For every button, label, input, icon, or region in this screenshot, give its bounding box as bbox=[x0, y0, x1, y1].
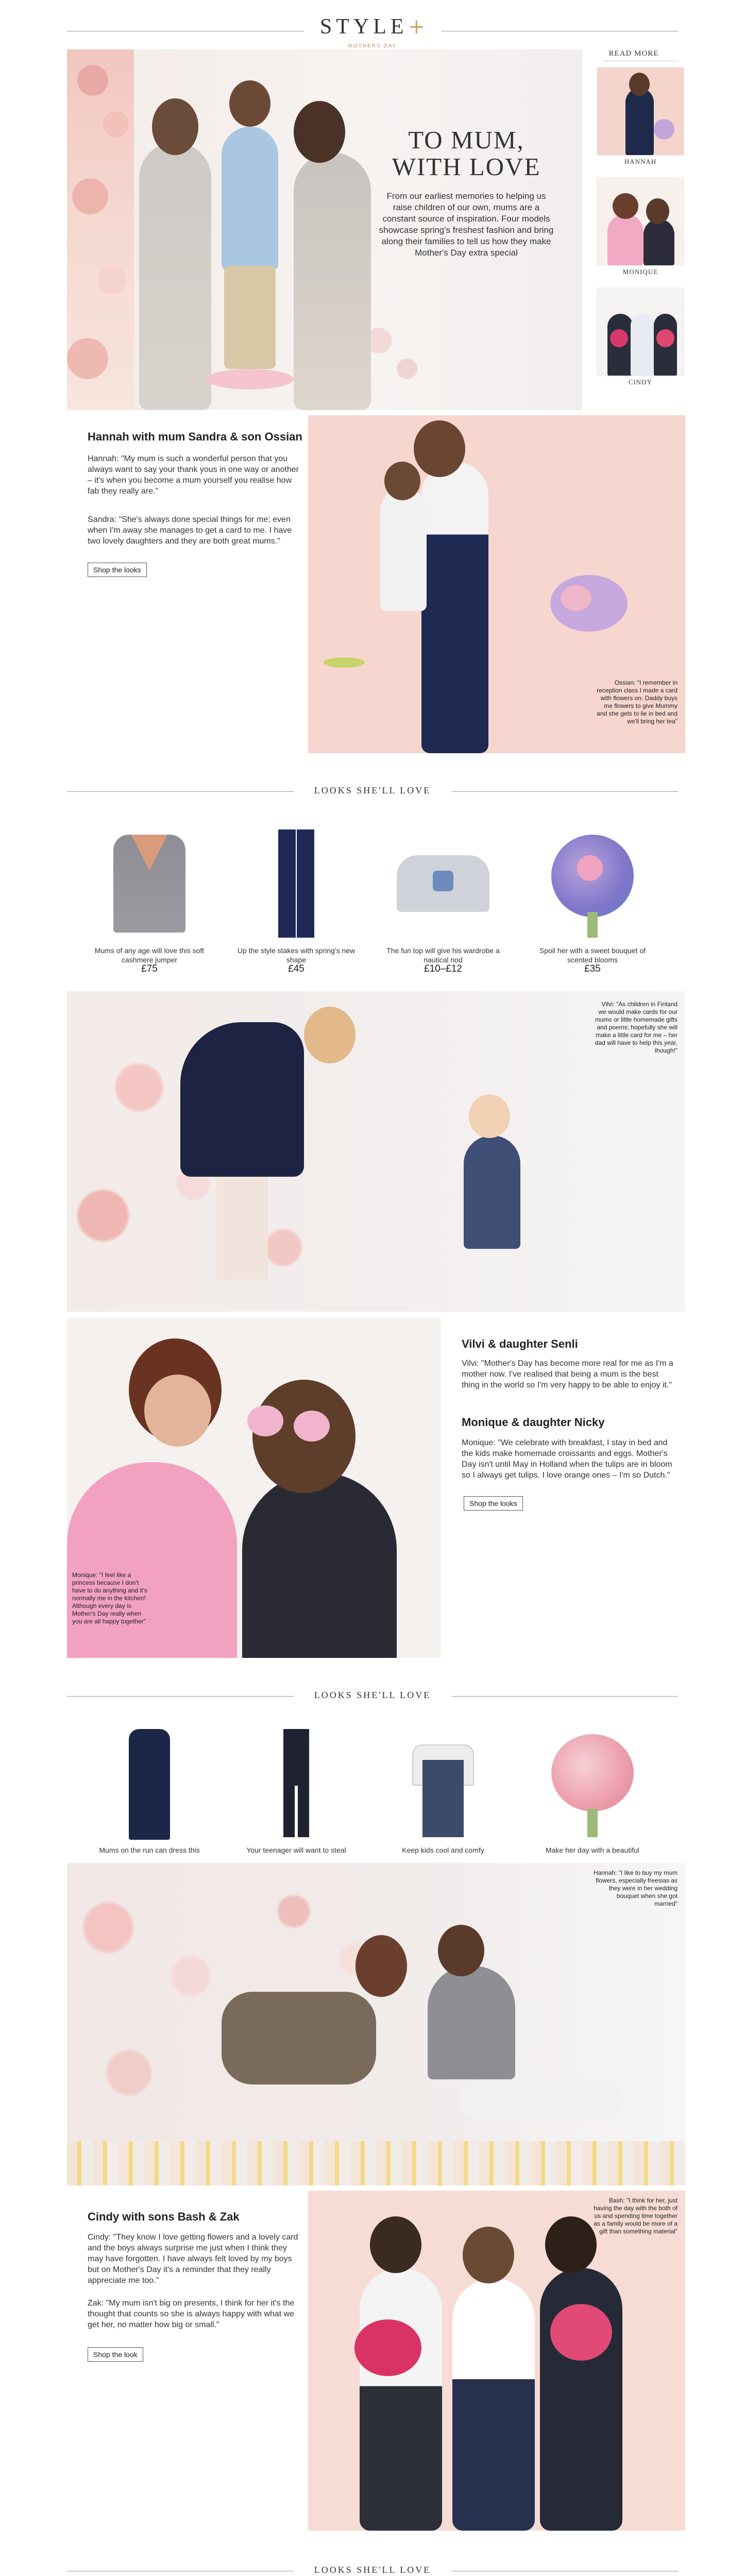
cindy-story-title: Cindy with sons Bash & Zak bbox=[88, 2210, 240, 2223]
hannah-story-p2: Sandra: "She's always done special things for me; even when I'm away she manages to get a card to me. I have two lovely daughters and they are both great mums." bbox=[88, 515, 292, 546]
hannah-shop-looks-button[interactable]: Shop the looks bbox=[88, 563, 147, 577]
read-more-cindy-thumb[interactable] bbox=[597, 287, 684, 376]
looks1-product-2-price: £45 bbox=[288, 963, 304, 974]
looks1-rule-right bbox=[451, 791, 678, 792]
looks1-product-3-image[interactable] bbox=[381, 824, 505, 943]
looks3-title: LOOKS SHE'LL LOVE bbox=[314, 2565, 431, 2575]
looks2-product-2-image[interactable] bbox=[234, 1724, 358, 1842]
looks2-title: LOOKS SHE'LL LOVE bbox=[314, 1690, 431, 1700]
hannah-story-p1: Hannah: "My mum is such a wonderful person that you always want to say your thank yous in one way or another – it's when you become a mum yourself you realise how fab they really are." bbox=[88, 454, 299, 496]
looks1-product-3-desc: The fun top will give his wardrobe a nautical nod bbox=[386, 946, 500, 964]
monique-shop-looks-button[interactable]: Shop the looks bbox=[464, 1496, 523, 1511]
looks1-product-2-desc: Up the style stakes with spring's new shape bbox=[237, 946, 355, 964]
read-more-monique-thumb[interactable] bbox=[597, 177, 684, 266]
looks1-product-4-image[interactable] bbox=[531, 824, 654, 943]
looks1-title: LOOKS SHE'LL LOVE bbox=[314, 785, 431, 795]
hero-title-line1: TO MUM, bbox=[408, 126, 524, 154]
looks1-product-4-price: £35 bbox=[584, 963, 601, 974]
monique-story-title: Monique & daughter Nicky bbox=[462, 1416, 605, 1429]
read-more-hannah-thumb[interactable] bbox=[597, 67, 684, 156]
looks2-rule-left bbox=[67, 1696, 294, 1697]
style-plus-logo[interactable] bbox=[309, 14, 436, 47]
read-more-hannah-label[interactable]: HANNAH bbox=[624, 158, 657, 165]
hero-body: From our earliest memories to helping us raise children of our own, mums are a constant source of inspiration. Four models showcase spring's freshest fashion and bring along their families to tell us how they make Mother's Day extra special bbox=[379, 191, 554, 258]
cindy-photo bbox=[308, 2191, 685, 2531]
looks1-product-2-image[interactable] bbox=[234, 824, 358, 943]
logo-word: STYLE bbox=[319, 15, 408, 39]
looks1-product-1-image[interactable] bbox=[88, 824, 211, 943]
read-more-monique-label[interactable]: MONIQUE bbox=[622, 268, 658, 276]
hannah-photo-caption: Ossian: "I remember in reception class I made a card with flowers on. Daddy buys me flowers to give Mummy and she gets to lie in bed and we'll bring her tea" bbox=[597, 679, 678, 725]
flowers-photo-caption: Hannah: "I like to buy my mum flowers, especially freesias as they were in her wedding bouquet when she got married" bbox=[594, 1869, 678, 1907]
monique-photo-caption: Monique: "I feel like a princess because I don't have to do anything and it's normally me in the kitchen! Although every day is Mother's Day really when you are all happy together" bbox=[72, 1571, 147, 1625]
looks2-product-3-image[interactable] bbox=[381, 1724, 505, 1842]
logo-plus: + bbox=[408, 15, 426, 39]
looks1-rule-left bbox=[67, 791, 294, 792]
cindy-photo-caption: Bash: "I think for her, just having the day with the both of us and spending time together as a family would be more of a gift than something material" bbox=[594, 2197, 678, 2235]
monique-story-p: Monique: "We celebrate with breakfast, I stay in bed and the kids make homemade croissants and eggs. Mother's Day isn't until May in Holland when the tulips are in bloom so I always get tulips. I love orange ones – I'm so Dutch." bbox=[462, 1438, 672, 1480]
hero-title bbox=[363, 127, 569, 180]
vilvi-photo-caption: Vilvi: "As children in Finland we would make cards for our mums or little homemade gifts and poems; hopefully she will make a little card for me – her dad will have to help this year, though!" bbox=[595, 1001, 678, 1054]
looks2-product-4-image[interactable] bbox=[531, 1724, 654, 1842]
read-more-cindy-label[interactable]: CINDY bbox=[628, 378, 653, 386]
logo-sub: MOTHERS DAY bbox=[348, 43, 397, 49]
looks1-product-1-desc: Mums of any age will love this soft cashmere jumper bbox=[94, 946, 205, 964]
vilvi-story-title: Vilvi & daughter Senli bbox=[462, 1337, 578, 1350]
looks2-product-1-image[interactable] bbox=[88, 1724, 211, 1842]
hannah-story-title: Hannah with mum Sandra & son Ossian bbox=[88, 430, 302, 443]
looks2-product-2-desc: Your teenager will want to steal bbox=[246, 1846, 346, 1854]
hero-title-line2: WITH LOVE bbox=[392, 152, 541, 181]
looks2-rule-right bbox=[451, 1696, 678, 1697]
vilvi-story-p: Vilvi: "Mother's Day has become more real for me as I'm a mother now. I've realised that being a mum is the best thing in the world so I'm very happy to be able to enjoy it." bbox=[462, 1359, 673, 1389]
read-more-title: READ MORE bbox=[608, 49, 659, 58]
cindy-story-p1: Cindy: "They know I love getting flowers and a lovely card and the boys always surprise me just when I think they may have forgotten. I have always felt loved by my boys but on Mother's Day it's a reminder that they really appreciate me too." bbox=[88, 2233, 298, 2285]
looks1-product-4-desc: Spoil her with a sweet bouquet of scented blooms bbox=[539, 946, 646, 964]
cindy-story-p2: Zak: "My mum isn't big on presents, I think for her it's the thought that counts so she is always happy with what we get her, no matter how big or small." bbox=[88, 2299, 295, 2329]
flowers-photo bbox=[67, 1863, 685, 2185]
looks2-product-1-desc: Mums on the run can dress this bbox=[99, 1846, 200, 1854]
looks2-product-3-desc: Keep kids cool and comfy bbox=[402, 1846, 484, 1854]
looks1-product-3-price: £10–£12 bbox=[424, 963, 462, 974]
looks1-product-1-price: £75 bbox=[141, 963, 158, 974]
looks2-product-4-desc: Make her day with a beautiful bbox=[545, 1846, 640, 1854]
cindy-shop-look-button[interactable]: Shop the look bbox=[88, 2347, 143, 2362]
